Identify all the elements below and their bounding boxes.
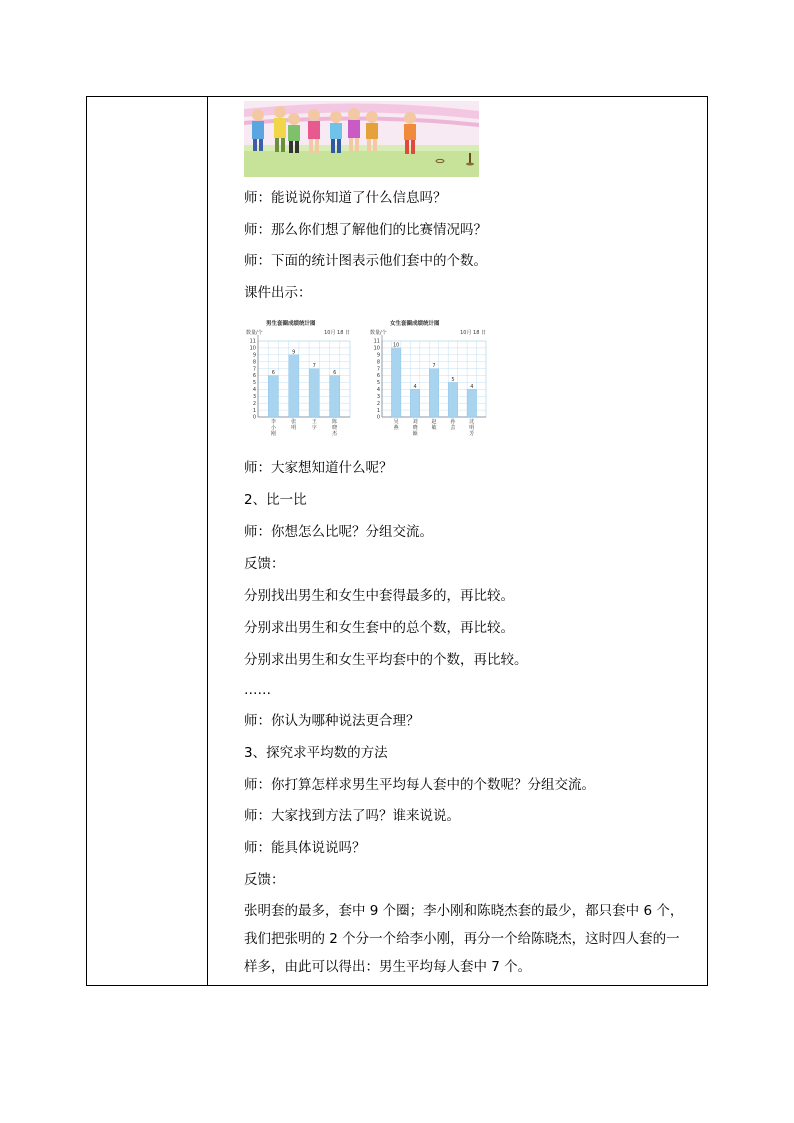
y-tick-label: 4 <box>252 387 256 394</box>
y-tick-label: 9 <box>376 352 380 359</box>
text-line-5: 师：大家想知道什么呢？ <box>244 460 393 476</box>
text-line-12: …… <box>244 682 271 698</box>
column-divider <box>207 97 208 985</box>
text-line-14: 3、探究求平均数的方法 <box>244 745 388 761</box>
text-line-18: 反馈： <box>244 872 285 888</box>
text-line-2: 师：那么你们想了解他们的比赛情况吗？ <box>244 222 487 238</box>
children-ring-toss-illustration <box>244 101 479 177</box>
bar <box>467 389 476 417</box>
y-tick-label: 3 <box>376 393 380 400</box>
text-line-4: 课件出示： <box>244 285 312 301</box>
x-tick-label: 刘晓颖 <box>412 419 418 437</box>
x-tick-label: 孙芸 <box>450 419 456 431</box>
data-label: 5 <box>451 376 455 383</box>
x-tick-label: 陈晓杰 <box>332 419 338 437</box>
text-line-1: 师：能说说你知道了什么信息吗？ <box>244 190 447 206</box>
y-tick-label: 10 <box>249 345 256 352</box>
ring-toss-charts <box>244 315 494 443</box>
text-line-9: 分别找出男生和女生中套得最多的，再比较。 <box>244 588 514 604</box>
chart-title: 男生套圈成绩统计图 <box>266 321 316 327</box>
x-tick-label: 吴燕 <box>393 419 399 431</box>
text-line-15: 师：你打算怎样求男生平均每人套中的个数呢？分组交流。 <box>244 777 595 793</box>
y-tick-label: 6 <box>376 373 380 380</box>
bar <box>410 389 419 417</box>
y-tick-label: 6 <box>252 373 256 380</box>
y-axis-label: 数量/个 <box>370 330 387 336</box>
y-tick-label: 10 <box>373 345 380 352</box>
data-label: 4 <box>413 383 417 390</box>
feedback-paragraph: 张明套的最多，套中 9 个圈；李小刚和陈晓杰套的最少，都只套中 6 个，我们把张明的 2 个分一个给李小刚，再分一个给陈晓杰，这时四人套的一样多，由此可以得出：男生平均每人套中 7 个。 <box>244 903 684 975</box>
data-label: 4 <box>470 383 474 390</box>
bar <box>429 369 438 417</box>
x-tick-label: 张明 <box>291 419 297 431</box>
text-line-6: 2、比一比 <box>244 492 307 508</box>
y-tick-label: 9 <box>252 352 256 359</box>
text-line-16: 师：大家找到方法了吗？谁来说说。 <box>244 808 460 824</box>
y-axis-label: 数量/个 <box>246 330 263 336</box>
chart-date: 10月 18 日 <box>460 330 486 336</box>
data-label: 10 <box>392 342 400 349</box>
text-line-17: 师：能具体说说吗？ <box>244 840 366 856</box>
x-tick-label: 沈明芳 <box>469 419 475 437</box>
data-label: 9 <box>292 349 296 356</box>
chart-title: 女生套圈成绩统计图 <box>390 321 440 327</box>
y-tick-label: 8 <box>252 359 256 366</box>
x-tick-label: 王宇 <box>311 419 317 431</box>
bar-chart-2 <box>370 319 486 437</box>
y-tick-label: 11 <box>373 338 380 345</box>
y-tick-label: 2 <box>252 400 256 407</box>
y-tick-label: 5 <box>376 380 380 387</box>
text-line-7: 师：你想怎么比呢？分组交流。 <box>244 524 433 540</box>
lesson-table <box>86 96 708 986</box>
y-tick-label: 3 <box>252 393 256 400</box>
bar <box>289 355 299 417</box>
y-tick-label: 11 <box>249 338 256 345</box>
bar <box>309 369 319 417</box>
bar <box>268 376 278 417</box>
bar <box>391 348 400 417</box>
y-tick-label: 2 <box>376 400 380 407</box>
y-tick-label: 7 <box>376 366 380 373</box>
y-tick-label: 8 <box>376 359 380 366</box>
y-tick-label: 1 <box>376 407 380 414</box>
chart-date: 10月 18 日 <box>324 330 350 336</box>
x-tick-label: 赵敏 <box>431 419 437 431</box>
text-line-8: 反馈： <box>244 556 285 572</box>
y-tick-label: 4 <box>376 387 380 394</box>
data-label: 6 <box>271 370 275 377</box>
text-line-11: 分别求出男生和女生平均套中的个数，再比较。 <box>244 652 528 668</box>
data-label: 6 <box>333 370 337 377</box>
y-tick-label: 0 <box>252 414 256 421</box>
bar <box>330 376 340 417</box>
text-line-3: 师：下面的统计图表示他们套中的个数。 <box>244 253 487 269</box>
y-tick-label: 0 <box>376 414 380 421</box>
text-line-10: 分别求出男生和女生套中的总个数，再比较。 <box>244 620 514 636</box>
text-line-13: 师：你认为哪种说法更合理？ <box>244 713 420 729</box>
data-label: 7 <box>432 363 436 370</box>
y-tick-label: 1 <box>252 407 256 414</box>
data-label: 7 <box>312 363 316 370</box>
y-tick-label: 7 <box>252 366 256 373</box>
bar-chart-1 <box>246 319 350 437</box>
x-tick-label: 李小刚 <box>270 419 276 437</box>
bar <box>448 382 457 417</box>
y-tick-label: 5 <box>252 380 256 387</box>
